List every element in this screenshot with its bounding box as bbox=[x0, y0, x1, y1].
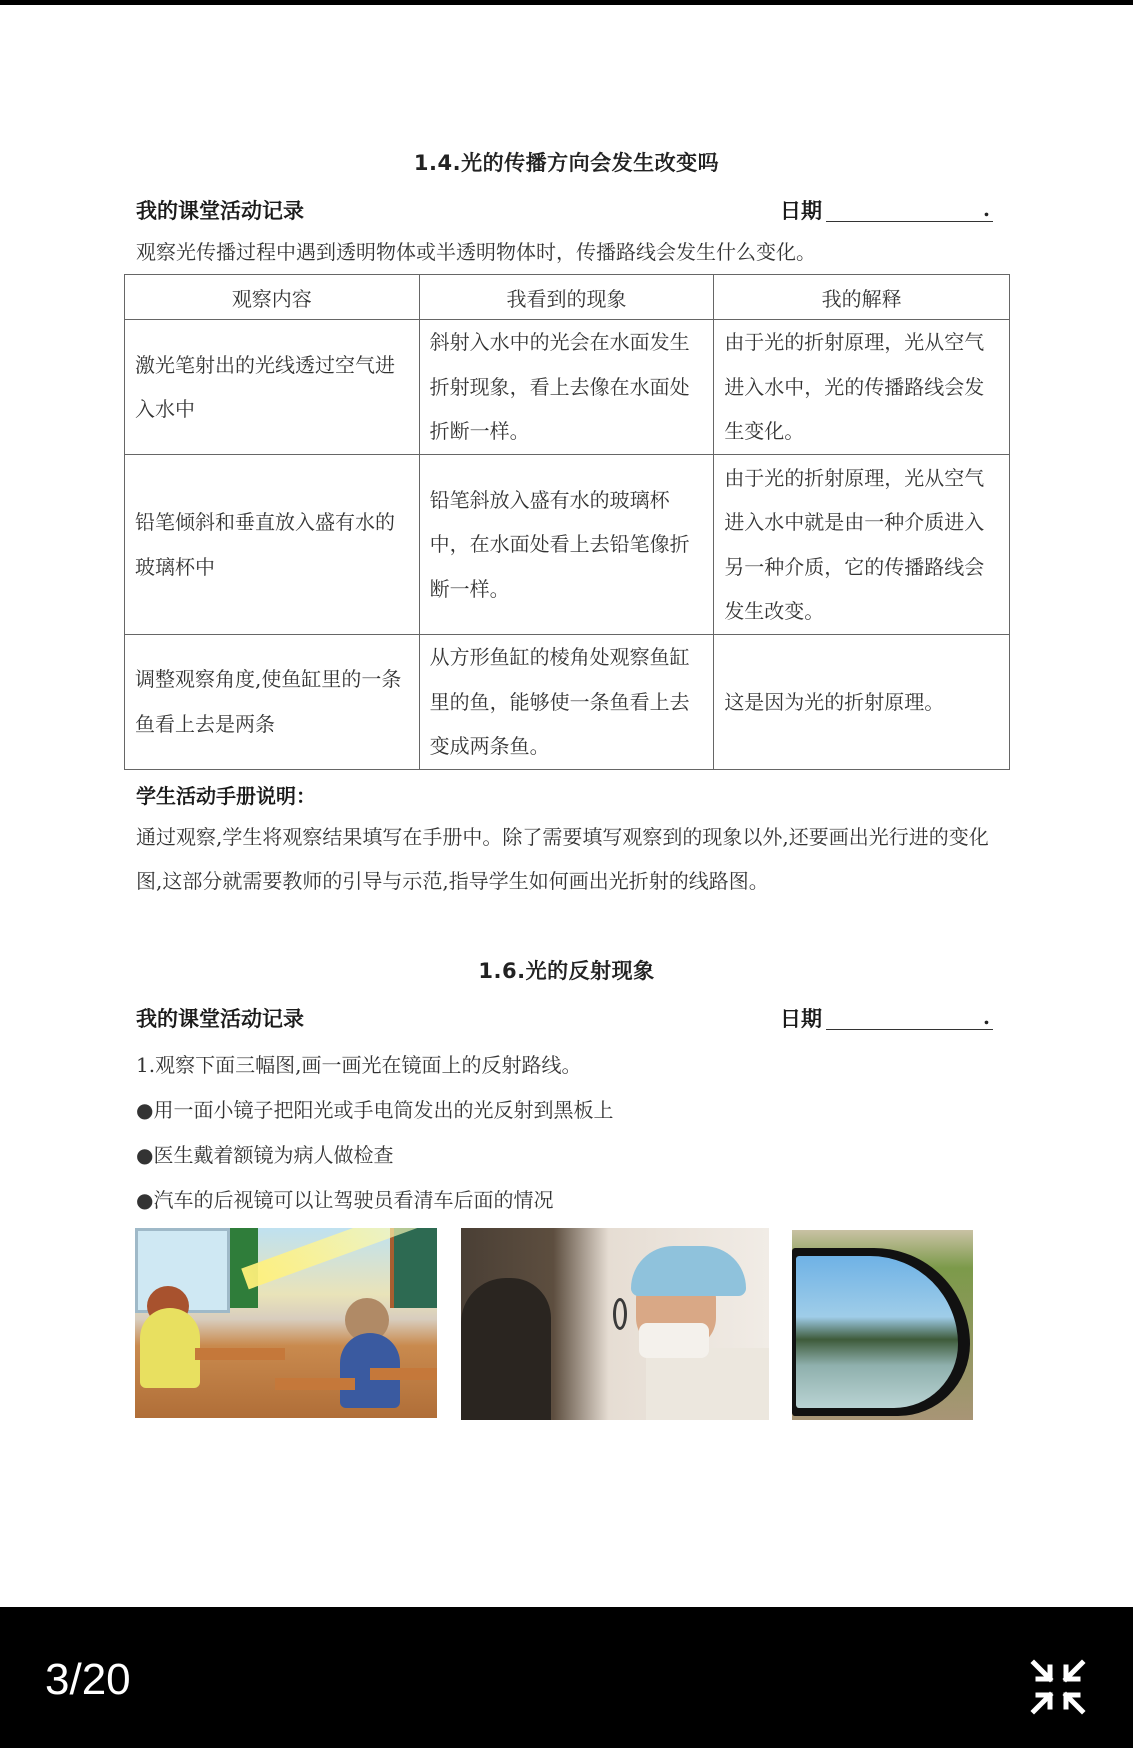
date-label: 日期 bbox=[780, 1007, 822, 1031]
doctor-head-mirror-image bbox=[461, 1228, 769, 1420]
car-rearview-mirror-image bbox=[792, 1230, 973, 1420]
desk-shape bbox=[195, 1348, 285, 1360]
header-observation-content: 观察内容 bbox=[125, 275, 420, 320]
observation-table bbox=[124, 274, 1010, 770]
cell-content: 铅笔倾斜和垂直放入盛有水的玻璃杯中 bbox=[125, 455, 420, 635]
table-row bbox=[125, 455, 1010, 635]
date-field-line bbox=[826, 221, 993, 222]
table-row bbox=[125, 635, 1010, 770]
cell-phenomenon: 从方形鱼缸的棱角处观察鱼缸里的鱼，能够使一条鱼看上去变成两条鱼。 bbox=[419, 635, 714, 770]
date-dot: . bbox=[983, 1005, 990, 1029]
date-field-line bbox=[826, 1029, 993, 1030]
cell-content: 调整观察角度,使鱼缸里的一条鱼看上去是两条 bbox=[125, 635, 420, 770]
date-dot: . bbox=[983, 197, 990, 221]
record-label: 我的课堂活动记录 bbox=[136, 1007, 304, 1031]
cell-phenomenon: 斜射入水中的光会在水面发生折射现象，看上去像在水面处折断一样。 bbox=[419, 320, 714, 455]
table-row bbox=[125, 320, 1010, 455]
collapse-arrows-icon[interactable] bbox=[1030, 1659, 1086, 1715]
reflection-task-list bbox=[136, 1043, 613, 1223]
doctor-mask-shape bbox=[639, 1323, 709, 1358]
document-page bbox=[0, 5, 1133, 1607]
record-label: 我的课堂活动记录 bbox=[136, 199, 304, 223]
record-header-2 bbox=[136, 1003, 996, 1033]
task-instruction: 1.观察下面三幅图,画一画光在镜面上的反射路线。 bbox=[136, 1053, 582, 1077]
header-explanation: 我的解释 bbox=[714, 275, 1010, 320]
cell-content: 激光笔射出的光线透过空气进入水中 bbox=[125, 320, 420, 455]
cell-explanation: 这是因为光的折射原理。 bbox=[714, 635, 1010, 770]
section1-intro: 观察光传播过程中遇到透明物体或半透明物体时，传播路线会发生什么变化。 bbox=[136, 240, 816, 264]
desk-shape bbox=[370, 1368, 437, 1380]
cell-phenomenon: 铅笔斜放入盛有水的玻璃杯中，在水面处看上去铅笔像折断一样。 bbox=[419, 455, 714, 635]
cell-explanation: 由于光的折射原理，光从空气进入水中就是由一种介质进入另一种介质，它的传播路线会发生改变。 bbox=[714, 455, 1010, 635]
desk-shape bbox=[275, 1378, 355, 1390]
handbook-note-body: 通过观察,学生将观察结果填写在手册中。除了需要填写观察到的现象以外,还要画出光行进的变化图,这部分就需要教师的引导与示范,指导学生如何画出光折射的线路图。 bbox=[136, 825, 989, 893]
blackboard-shape bbox=[390, 1228, 437, 1308]
record-header-1 bbox=[136, 195, 996, 225]
head-mirror-shape bbox=[613, 1298, 627, 1330]
viewer-bottom-bar bbox=[0, 1607, 1133, 1748]
bullet-item: ●汽车的后视镜可以让驾驶员看清车后面的情况 bbox=[136, 1188, 554, 1212]
doctor-cap-shape bbox=[631, 1246, 746, 1296]
cell-explanation: 由于光的折射原理，光从空气进入水中，光的传播路线会发生变化。 bbox=[714, 320, 1010, 455]
section-title-1-6: 1.6.光的反射现象 bbox=[478, 959, 655, 983]
date-label: 日期 bbox=[780, 199, 822, 223]
page-counter: 3/20 bbox=[45, 1655, 131, 1704]
header-phenomenon: 我看到的现象 bbox=[419, 275, 714, 320]
table-header-row bbox=[125, 275, 1010, 320]
handbook-note-heading: 学生活动手册说明： bbox=[136, 784, 316, 808]
bullet-item: ●医生戴着额镜为病人做检查 bbox=[136, 1143, 394, 1167]
section-title-1-4: 1.4.光的传播方向会发生改变吗 bbox=[413, 151, 720, 175]
classroom-mirror-image bbox=[135, 1228, 437, 1418]
patient-hair-shape bbox=[461, 1278, 551, 1420]
collapse-arrows-icon-svg bbox=[1030, 1659, 1086, 1715]
doctor-coat-shape bbox=[646, 1348, 769, 1420]
bullet-item: ●用一面小镜子把阳光或手电筒发出的光反射到黑板上 bbox=[136, 1098, 614, 1122]
girl-body-shape bbox=[140, 1308, 200, 1388]
